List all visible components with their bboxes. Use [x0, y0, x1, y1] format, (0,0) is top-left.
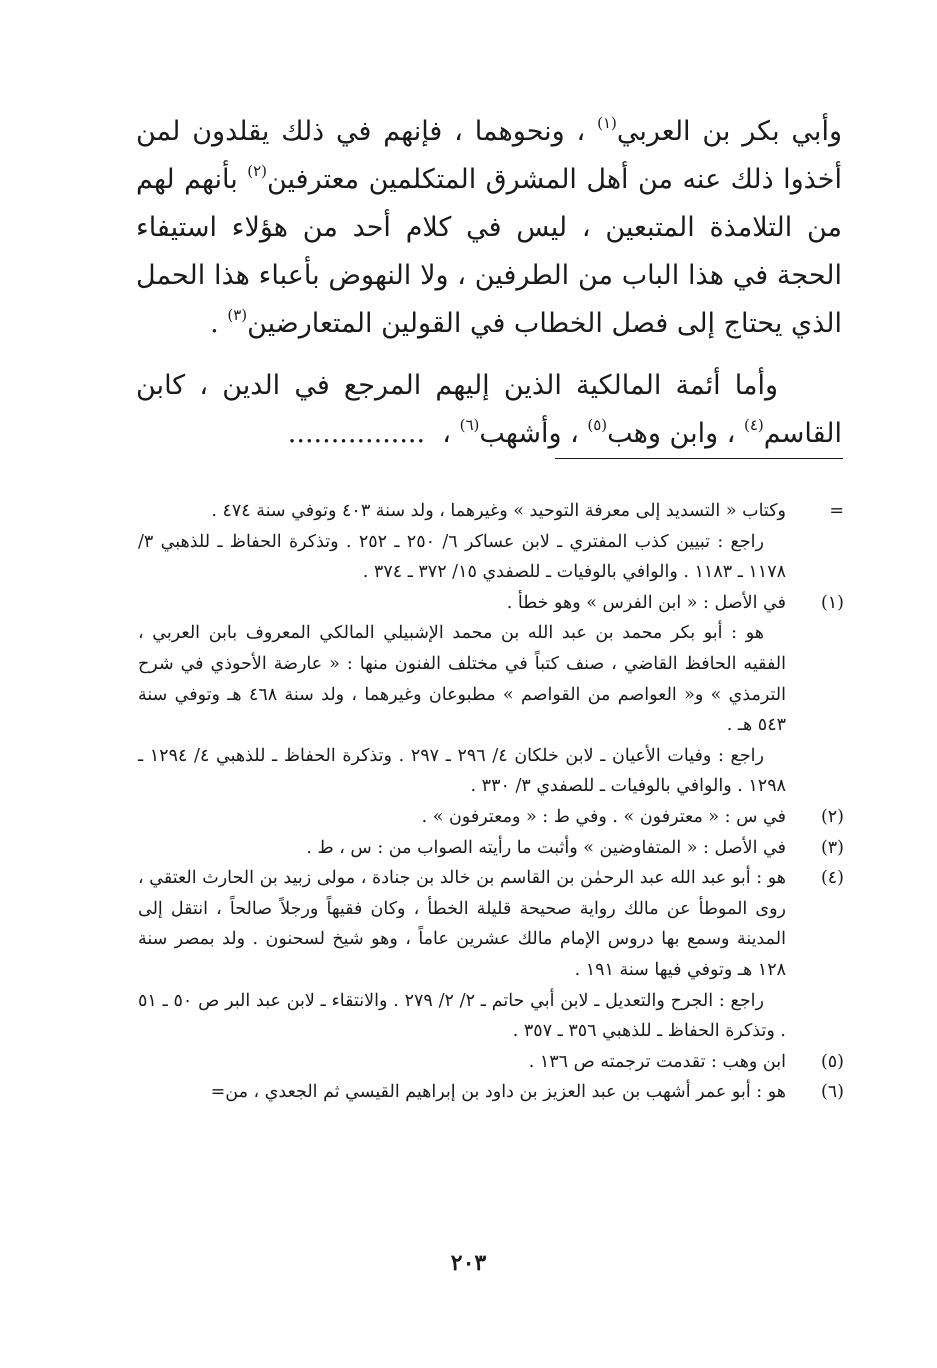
footnote-number: (٣) — [820, 837, 844, 858]
footnote-number: (٥) — [820, 1051, 844, 1072]
footnote-ref-5: (٥) — [587, 416, 608, 434]
footnote-ref-4: (٤) — [744, 416, 764, 434]
footnote-5 — [138, 1047, 844, 1078]
footnote-ref-1: (١) — [597, 114, 617, 132]
footnote-ref-2: (٢) — [247, 162, 267, 180]
footnote-continuation — [138, 496, 844, 588]
footnote-number: (٤) — [820, 868, 844, 889]
footnote-text: ابن وهب : تقدمت ترجمته ص ١٣٦ . — [528, 1051, 786, 1072]
footnote-text: هو : أبو عمر أشهب بن عبد العزيز بن داود بن إبراهيم القيسي ثم الجعدي ، من= — [210, 1082, 786, 1103]
text-run: بأنهم لهم من التلامذة المتبعين ، ليس في كلام أحد من هؤلاء استيفاء الحجة في هذا الباب من الطرفين ، ولا النهوض بأعباء هذا الحمل الذي يحتاج إلى فصل الخطاب في القولين المتعارضين — [136, 164, 842, 339]
footnote-text: هو : أبو عبد الله عبد الرحمٰن بن القاسم بن خالد بن جنادة ، مولى زبيد بن الحارث العتقي ، روى الموطأ عن مالك رواية صحيحة قليلة الخطأ ، وكان فقيهاً ورجلاً صالحاً ، انتقل إلى المدينة وسمع بها دروس الإمام مالك عشرين عاماً ، وهو شيخ لسحنون . ولد بمصر سنة ١٢٨ هـ وتوفي فيها سنة ١٩١ . — [138, 868, 786, 980]
footnote-number: (٢) — [820, 806, 844, 827]
text-run: ، وابن وهب — [607, 418, 744, 449]
text-run: ، وأشهب — [479, 418, 588, 449]
footnote-text: في س : « معترفون » . وفي ط : « ومعترفون » . — [421, 806, 786, 827]
continuation-marker: = — [829, 501, 844, 521]
main-paragraph-2 — [136, 362, 842, 458]
page-number: ٢٠٣ — [450, 1250, 487, 1276]
footnote-text: في الأصل : « المتفاوضين » وأثبت ما رأيته الصواب من : س ، ط . — [306, 837, 786, 858]
footnote-6 — [138, 1077, 844, 1108]
footnote-ref-6: (٦) — [459, 416, 480, 434]
footnote-reference-text: راجع : الجرح والتعديل ـ لابن أبي حاتم ـ ٢/ ٢/ ٢٧٩ . والانتقاء ـ لابن عبد البر ص ٥٠ ـ ٥١ . وتذكرة الحفاظ ـ للذهبي ٣٥٦ ـ ٣٥٧ . — [138, 990, 786, 1042]
text-run: ، ونحوهما ، فإنهم في ذلك يقلدون لمن أخذوا ذلك عنه من أهل المشرق المتكلمين معترفين — [136, 116, 842, 195]
footnote-2 — [138, 802, 844, 833]
footnote-text: في الأصل : « ابن الفرس » وهو خطأ . — [506, 592, 786, 613]
footnote-number: (٦) — [820, 1082, 844, 1103]
footnote-1 — [138, 588, 844, 802]
footnote-number: (١) — [820, 592, 844, 613]
footnotes — [138, 496, 844, 1108]
footnote-ref-3: (٣) — [227, 306, 248, 324]
ellipsis-dots: ................ — [287, 418, 426, 449]
text-run: ، — [442, 418, 460, 449]
footnote-text: وكتاب « التسديد إلى معرفة التوحيد » وغيرهما ، ولد سنة ٤٠٣ وتوفي سنة ٤٧٤ . — [211, 501, 786, 521]
text-run: وأما أئمة المالكية الذين إليهم المرجع في الدين ، كابن القاسم — [136, 370, 842, 449]
main-text — [136, 108, 842, 458]
footnote-reference-text: راجع : تبيين كذب المفتري ـ لابن عساكر ٦/ ٢٥٠ ـ ٢٥٢ . وتذكرة الحفاظ ـ للذهبي ٣/ ١١٧٨ ـ ١١٨٣ . والوافي بالوفيات ـ للصفدي ١٥/ ٣٧٢ ـ ٣٧٤ . — [138, 531, 786, 583]
text-run: . — [210, 308, 228, 339]
footnote-4 — [138, 863, 844, 1047]
footnote-3 — [138, 833, 844, 864]
footnote-text: هو : أبو بكر محمد بن عبد الله بن محمد الإشبيلي المالكي المعروف بابن العربي ، الفقيه الحافظ القاضي ، صنف كتباً في مختلف الفنون منها : « عارضة الأحوذي في شرح الترمذي » و« العواصم من القواصم » مطبوعان وغيرهما ، ولد سنة ٤٦٨ هـ وتوفي سنة ٥٤٣ هـ . — [138, 623, 787, 736]
footnote-separator — [555, 458, 843, 459]
text-run: وأبي بكر بن العربي — [616, 116, 842, 147]
footnote-reference-text: راجع : وفيات الأعيان ـ لابن خلكان ٤/ ٢٩٦ ـ ٢٩٧ . وتذكرة الحفاظ ـ للذهبي ٤/ ١٢٩٤ ـ ١٢٩٨ . والوافي بالوفيات ـ للصفدي ٣/ ٣٣٠ . — [138, 745, 786, 797]
main-paragraph-1 — [136, 108, 842, 348]
